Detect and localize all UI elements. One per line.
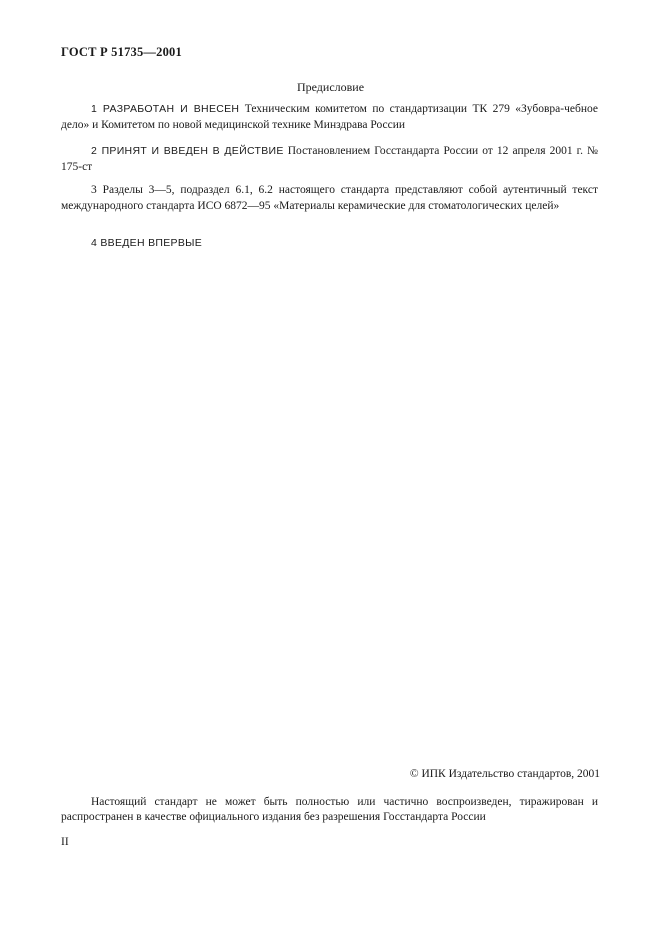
document-code: ГОСТ Р 51735—2001: [61, 45, 182, 59]
item-1-text: Техническим комитетом по стандартизации ТК 279 «Зубовра-чебное дело» и Комитетом по новой медицинской технике Минздрава России: [61, 103, 599, 131]
item-2-heading: 2 ПРИНЯТ И ВВЕДЕН В ДЕЙСТВИЕ: [91, 145, 284, 157]
preface-title: Предисловие: [296, 80, 365, 94]
copyright-line: © ИПК Издательство стандартов, 2001: [409, 768, 600, 780]
item-1-heading: 1 РАЗРАБОТАН И ВНЕСЕН: [91, 103, 240, 115]
preface-item-1: [61, 101, 598, 133]
preface-item-4: [61, 235, 598, 251]
item-2-text: Постановлением Госстандарта России от 12 апреля 2001 г. № 175-ст: [61, 145, 598, 173]
reproduction-notice: Настоящий стандарт не может быть полностью или частично воспроизведен, тиражирован и распространен в качестве официального издания без разрешения Госстандарта России: [61, 796, 598, 823]
page-number: II: [61, 836, 69, 848]
item-3-text: 3 Разделы 3—5, подраздел 6.1, 6.2 настоящего стандарта представляют собой аутентичный текст международного стандарта ИСО 6872—95 «Материалы керамические для стоматологических целей»: [61, 184, 598, 212]
item-4-heading: 4 ВВЕДЕН ВПЕРВЫЕ: [91, 237, 203, 249]
preface-item-3: [61, 182, 598, 214]
preface-item-2: [61, 143, 598, 175]
